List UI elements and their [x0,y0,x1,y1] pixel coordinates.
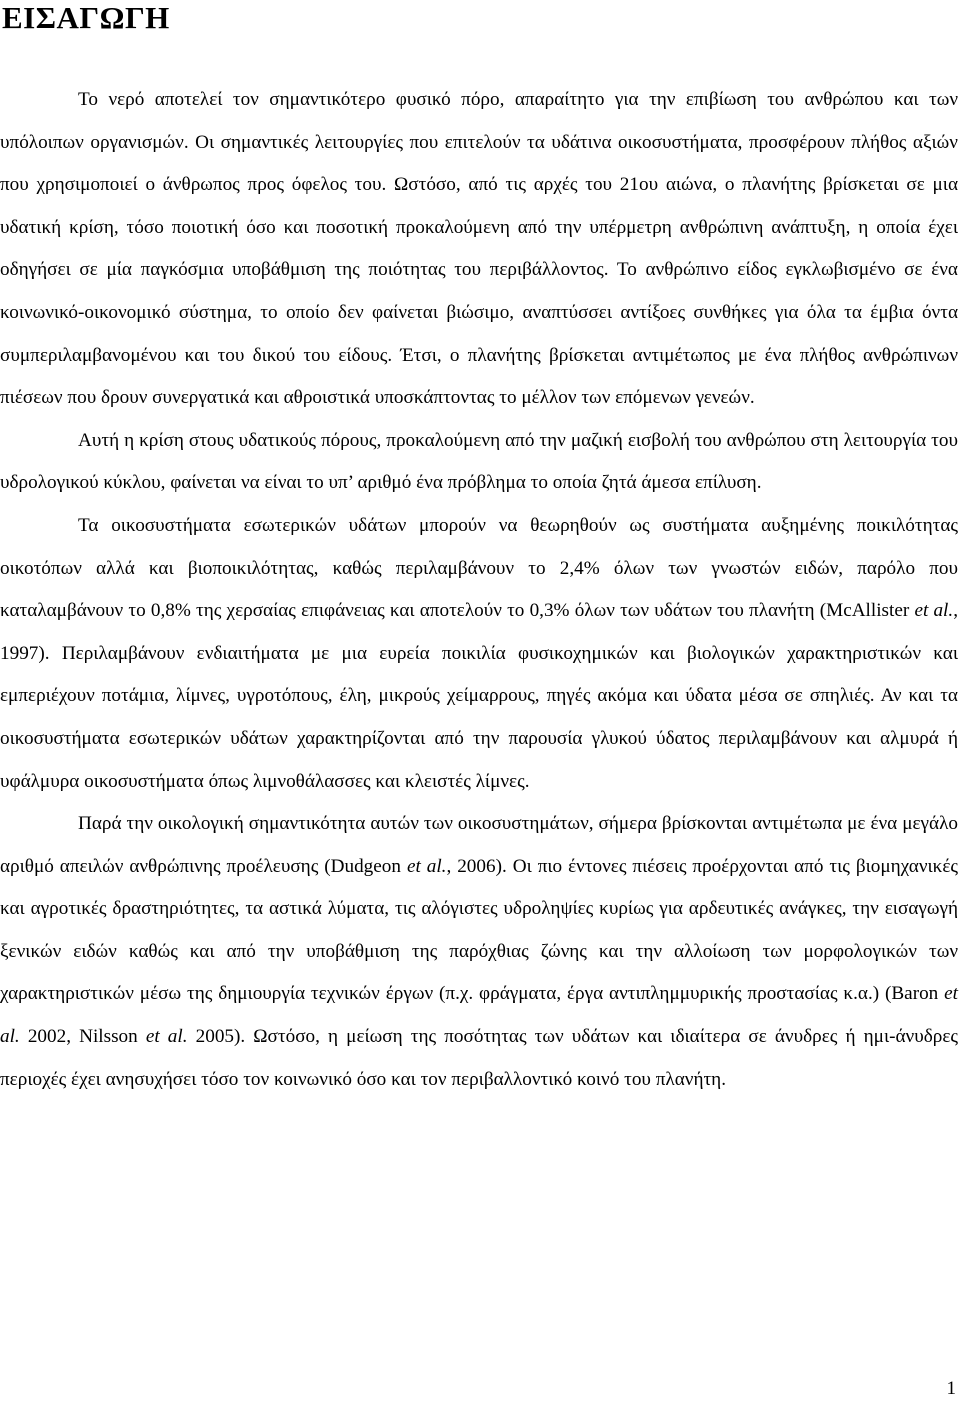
italic-citation-run: et al. [914,600,954,622]
text-run: , 1997). Περιλαμβάνουν ενδιαιτήματα με μια ευρεία ποικιλία φυσικοχημικών και βιολογικών χαρακτηριστικών και εμπεριέχουν ποτάμια, λίμνες, υγροτόπους, έλη, μικρούς χείμαρρους, πηγές ακόμα και ύδατα μέσα σε σπηλιές. Αν και τα οικοσυστήματα εσωτερικών υδάτων χαρακτηρίζονται από την παρουσία γλυκού ύδατος περιλαμβάνουν και αλμυρά ή υφάλμυρα οικοσυστήματα όπως λιμνοθάλασσες και κλειστές λίμνες. [0,600,958,792]
italic-citation-run: et al. [0,983,958,1048]
body-text [0,79,958,1101]
paragraph-water-crisis [0,79,958,420]
text-run: Τα οικοσυστήματα εσωτερικών υδάτων μπορούν να θεωρηθούν ως συστήματα αυξημένης ποικιλότητας οικοτόπων αλλά και βιοποικιλότητας, καθώς περιλαμβάνουν το 2,4% όλων των γνωστών ειδών, παρόλο που καταλαμβάνουν το 0,8% της χερσαίας επιφάνειας και αποτελούν το 0,3% όλων των υδάτων του πλανήτη (McAllister [0,514,958,622]
italic-citation-run: et al. [406,855,447,877]
page-title: ΕΙΣΑΓΩΓΗ [2,0,170,35]
italic-citation-run: et al. [145,1026,188,1048]
text-run: 2002, Nilsson [19,1026,146,1048]
text-run: , 2006). Οι πιο έντονες πιέσεις προέρχονται από τις βιομηχανικές και αγροτικές δραστηριότητες, τα αστικά λύματα, τις αλόγιστες υδροληψίες κυρίως για αρδευτικές ανάγκες, την εισαγωγή ξενικών ειδών καθώς και από την υποβάθμιση της παρόχθιας ζώνης και την αλλοίωση των μορφολογικών των χαρακτηριστικών μέσω της δημιουργία τεχνικών έργων (π.χ. φράγματα, έργα αντιπλημμυρικής προστασίας κ.α.) (Baron [0,855,958,1005]
text-run: Αυτή η κρίση στους υδατικούς πόρους, προκαλούμενη από την μαζική εισβολή του ανθρώπου στη λειτουργία του υδρολογικού κύκλου, φαίνεται να είναι το υπ’ αριθμό ένα πρόβλημα το οποία ζητά άμεσα επίλυση. [0,429,958,494]
paragraph-threats [0,803,958,1101]
paragraph-inland-ecosystems [0,505,958,803]
text-run: Το νερό αποτελεί τον σημαντικότερο φυσικό πόρο, απαραίτητο για την επιβίωση του ανθρώπου και των υπόλοιπων οργανισμών. Οι σημαντικές λειτουργίες που επιτελούν τα υδάτινα οικοσυστήματα, προσφέρουν πλήθος αξιών που χρησιμοποιεί ο άνθρωπος προς όφελος του. Ωστόσο, από τις αρχές του 21ου αιώνα, ο πλανήτης βρίσκεται σε μια υδατική κρίση, τόσο ποιοτική όσο και ποσοτική προκαλούμενη από την υπέρμετρη ανθρώπινη ανάπτυξη, η οποία έχει οδηγήσει σε μία παγκόσμια υποβάθμιση της ποιότητας του περιβάλλοντος. Το ανθρώπινο είδος εγκλωβισμένο σε ένα κοινωνικό-οικονομικό σύστημα, το οποίο δεν φαίνεται βιώσιμο, αναπτύσσει αντίξοες συνθήκες για όλα τα έμβια όντα συμπεριλαμβανομένου και του δικού του είδους. Έτσι, ο πλανήτης βρίσκεται αντιμέτωπος με ένα πλήθος ανθρώπινων πιέσεων που δρουν συνεργατικά και αθροιστικά υποσκάπτοντας το μέλλον των επόμενων γενεών. [0,89,958,409]
paragraph-hydrological-cycle [0,420,958,505]
text-run: Παρά την οικολογική σημαντικότητα αυτών των οικοσυστημάτων, σήμερα βρίσκονται αντιμέτωπα με ένα μεγάλο αριθμό απειλών ανθρώπινης προέλευσης (Dudgeon [0,813,958,877]
page-number: 1 [946,1378,956,1399]
text-run: 2005). Ωστόσο, η μείωση της ποσότητας των υδάτων και ιδιαίτερα σε άνυδρες ή ημι-άνυδρες περιοχές έχει ανησυχήσει τόσο τον κοινωνικό όσο και τον περιβαλλοντικό κοινό του πλανήτη. [0,1026,958,1090]
